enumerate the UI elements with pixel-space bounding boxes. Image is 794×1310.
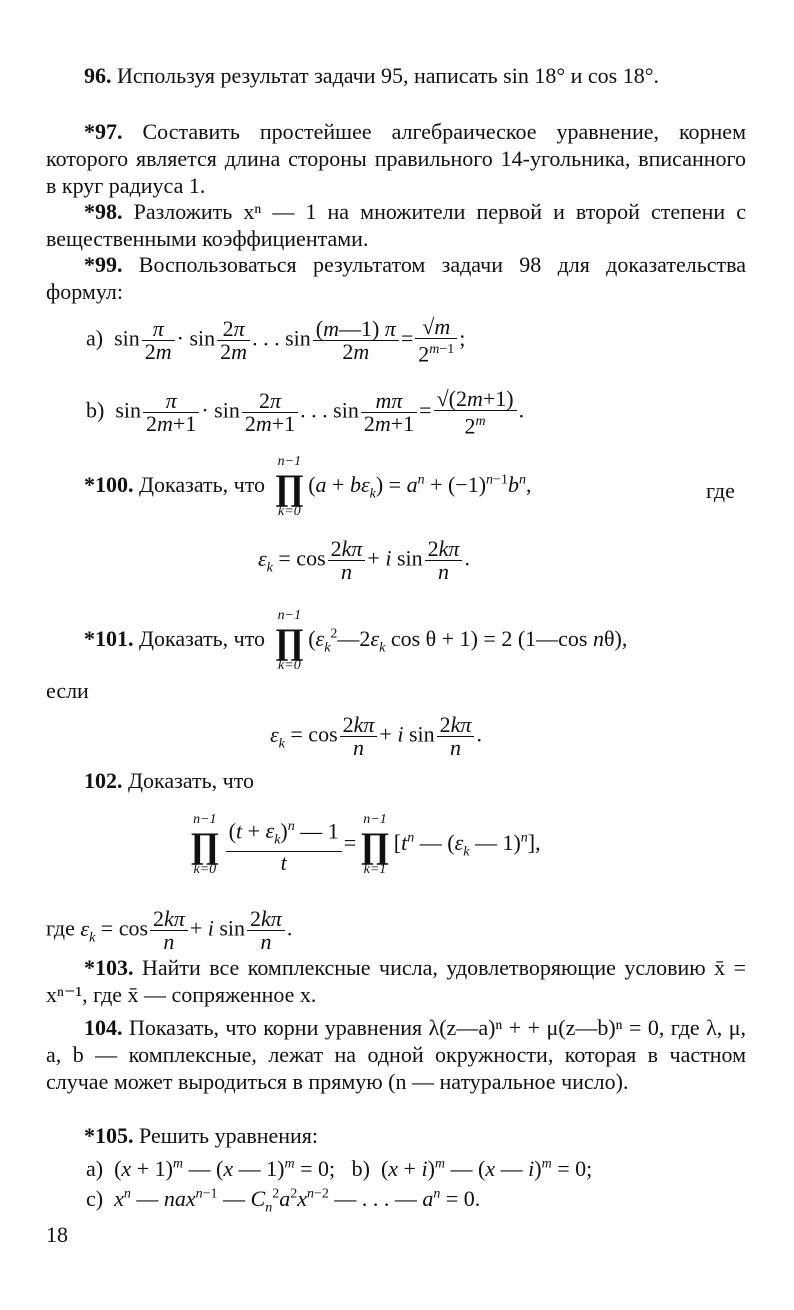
problem-text: Доказать, что [139,472,266,498]
product-symbol: n−1 ∏ k=1 [360,812,390,877]
problem-104 [46,1014,746,1095]
problem-number: *99. [84,252,123,277]
formula-99a: a) sin $\frac{\pi}{2m}$ · sin $\frac{2\pi}{2m}$ . . . sin $\frac{(m—1) \pi}{2m}$ = $\frac{√m}{2^{m-1}}$ ; [86,314,466,367]
problem-99 [46,251,746,305]
problem-text: Воспользоваться результатом задачи 98 для доказательства формул: [46,252,747,304]
page-number: 18 [46,1222,68,1247]
problem-text: Решить уравнения: [139,1123,319,1148]
formula-100-eps: $\varepsilon_k = \cos$ $\frac{2k\pi}{n}$ + i sin $\frac{2k\pi}{n}$ . [258,536,470,584]
formula-102: n−1 ∏ k=0 $\frac{(t + \varepsilon_k)^n — 1}{t}$ = n−1 ∏ k=1 [$t^n$ — ($\varepsilon_k$ — 1)$^n$], [190,812,541,877]
problem-number: *100. [84,472,134,498]
formula-label: b) [351,1156,370,1181]
formula-label: c) [86,1186,104,1211]
if-label: если [46,678,89,703]
problem-101: *101. Доказать, что n−1 ∏ k=0 ($\varepsilon_k^2—2\varepsilon_k$ cos θ + 1) = 2 (1—cos nθ), [84,608,628,673]
problem-number: 96. [84,63,112,88]
problem-text: Доказать, что [139,626,266,652]
formula-label: a) [86,325,104,351]
problem-text: Доказать, что [128,768,255,793]
problem-number: *97. [84,119,123,144]
problem-96 [46,62,746,89]
formula-105ab: a) $(x + 1)^m$ — (x — 1)$^m$ = 0; b) $(x + i)^m$ — (x — i)$^m$ = 0; [86,1156,593,1181]
formula-label: b) [86,397,105,423]
problem-97 [46,118,746,199]
problem-text: Используя результат задачи 95, написать sin 18° и cos 18°. [117,63,660,88]
problem-100: *100. Доказать, что n−1 ∏ k=0 $(a + b\varepsilon_k) = a^n + (-1)^{n-1}b^n$, [84,454,532,519]
problem-text: Найти все комплексные числа, удовлетворяющие условию x̄ = xⁿ⁻¹, где x̄ — сопряженное x. [46,955,747,1007]
where-label: где [46,915,75,941]
problem-number: *105. [84,1123,134,1148]
formula-101-eps: $\varepsilon_k = \cos$ $\frac{2k\pi}{n}$ + i sin $\frac{2k\pi}{n}$ . [270,712,482,760]
problem-98 [46,198,746,252]
problem-102 [84,768,254,794]
problem-number: *98. [84,199,123,224]
problem-text: Показать, что корни уравнения λ(z—a)ⁿ + + μ(z—b)ⁿ = 0, где λ, μ, a, b — комплексные, лежат на одной окружности, которая в частном случае может выродиться в прямую (n — натуральное число). [46,1015,746,1094]
problem-number: *103. [84,955,134,980]
formula-105c: c) $x^n$ — nax$^{n-1}$ — $C_n^2a^2x^{n-2}$ — . . . — $a^n = 0$. [86,1186,481,1216]
problem-number: *101. [84,626,134,652]
product-symbol: n−1 ∏ k=0 [190,812,220,877]
problem-text: Составить простейшее алгебраическое уравнение, корнем которого является длина стороны правильного 14-угольника, вписанного в круг радиуса 1. [46,119,746,198]
product-symbol: n−1 ∏ k=0 [274,454,305,519]
problem-103 [46,954,746,1008]
problem-text: Разложить xⁿ — 1 на множители первой и второй степени с вещественными коэффициентами. [46,199,747,251]
where-label: где [706,478,735,503]
formula-102-eps: где $\varepsilon_k = \cos$ $\frac{2k\pi}{n}$ + i sin $\frac{2k\pi}{n}$ . [46,906,293,954]
formula-99b: b) sin $\frac{\pi}{2m+1}$ · sin $\frac{2\pi}{2m+1}$ . . . sin $\frac{m\pi}{2m+1}$ = $\frac{√(2m+1)}{2^m}$ . [86,386,525,439]
problem-number: 104. [84,1015,123,1040]
formula-label: a) [86,1156,104,1181]
problem-105 [46,1122,746,1149]
problem-number: 102. [84,768,123,793]
product-symbol: n−1 ∏ k=0 [274,608,305,673]
